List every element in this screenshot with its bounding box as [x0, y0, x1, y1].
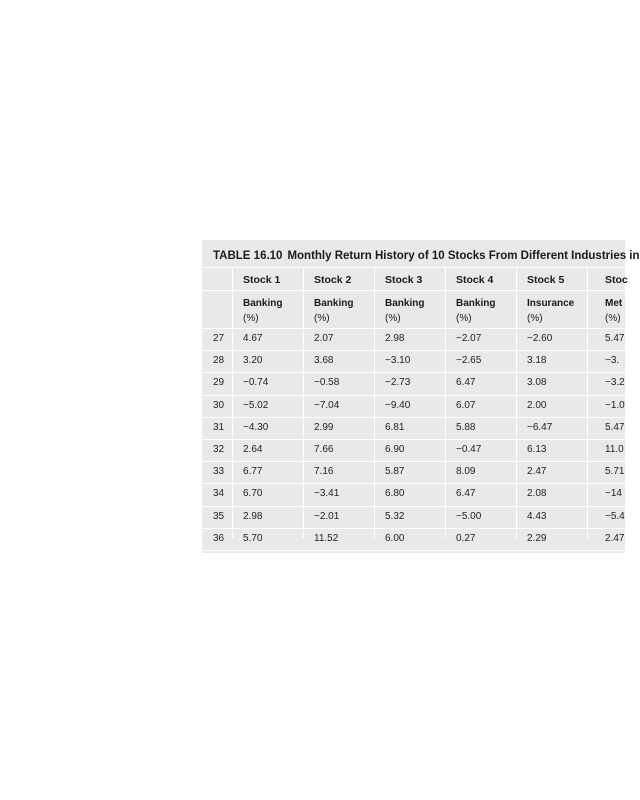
- row-divider: [202, 550, 625, 551]
- return-cell: 7.66: [314, 444, 334, 455]
- return-cell: −3.10: [385, 355, 411, 367]
- column-divider: [445, 267, 446, 538]
- return-cell: 6.47: [456, 488, 476, 500]
- column-header-industry: [243, 296, 282, 326]
- month-cell: 36: [213, 532, 225, 544]
- column-header-industry: [456, 296, 495, 326]
- column-header-industry: [527, 296, 574, 326]
- row-divider: [202, 417, 625, 418]
- return-cell: 2.98: [243, 510, 263, 522]
- unit-label: (%): [385, 313, 401, 324]
- return-cell: 0.27: [456, 532, 476, 544]
- month-cell: 33: [213, 466, 225, 478]
- column-divider: [587, 267, 588, 538]
- return-cell: 5.32: [385, 510, 405, 522]
- return-cell: −5.02: [243, 399, 269, 411]
- row-divider: [202, 395, 625, 396]
- return-cell: 2.00: [527, 399, 547, 411]
- return-cell: −0.58: [314, 377, 340, 389]
- return-cell: 5.47: [605, 421, 625, 433]
- return-cell: 6.90: [385, 444, 405, 455]
- return-cell: −2.07: [456, 333, 482, 344]
- return-cell: 5.71: [605, 466, 625, 478]
- return-cell: −2.01: [314, 510, 340, 522]
- return-cell: −5.00: [456, 510, 482, 522]
- return-history-table: [202, 240, 640, 553]
- return-cell: 6.47: [456, 377, 476, 389]
- row-divider: [202, 372, 625, 373]
- return-cell: 6.13: [527, 444, 547, 455]
- return-cell: 2.07: [314, 333, 334, 344]
- return-cell: 6.70: [243, 488, 263, 500]
- column-header-industry: [314, 296, 353, 326]
- table-number: TABLE 16.10: [213, 250, 283, 262]
- return-cell: −5.4: [605, 510, 625, 522]
- return-cell: −6.47: [527, 421, 553, 433]
- table-title: Monthly Return History of 10 Stocks From Different Industries in: [287, 250, 640, 262]
- month-cell: 30: [213, 399, 225, 411]
- column-header-stock: Stock 5: [527, 274, 565, 286]
- industry-label: Banking: [243, 298, 283, 309]
- return-cell: 6.07: [456, 399, 476, 411]
- unit-label: (%): [605, 313, 621, 324]
- return-cell: 11.52: [314, 532, 339, 544]
- industry-label: Banking: [456, 298, 496, 309]
- return-cell: −0.74: [243, 377, 269, 389]
- column-divider: [516, 267, 517, 538]
- return-cell: −2.65: [456, 355, 482, 367]
- return-cell: 6.80: [385, 488, 405, 500]
- row-divider: [202, 483, 625, 484]
- row-divider: [202, 439, 625, 440]
- return-cell: 2.64: [243, 444, 263, 455]
- return-cell: −2.73: [385, 377, 411, 389]
- return-cell: 3.68: [314, 355, 334, 367]
- month-cell: 29: [213, 377, 225, 389]
- row-divider: [202, 350, 625, 351]
- return-cell: 2.99: [314, 421, 334, 433]
- month-cell: 32: [213, 444, 225, 455]
- return-cell: −3.2: [605, 377, 625, 389]
- return-cell: −1.0: [605, 399, 625, 411]
- industry-label: Banking: [314, 298, 354, 309]
- unit-label: (%): [527, 313, 543, 324]
- return-cell: 5.70: [243, 532, 263, 544]
- return-cell: 2.98: [385, 333, 405, 344]
- column-header-industry: [605, 296, 622, 326]
- month-cell: 34: [213, 488, 225, 500]
- return-cell: 2.47: [605, 532, 625, 544]
- row-divider: [202, 290, 625, 291]
- column-header-stock: Stoc: [605, 274, 628, 286]
- month-cell: 35: [213, 510, 225, 522]
- return-cell: 2.08: [527, 488, 547, 500]
- return-cell: −14: [605, 488, 622, 500]
- column-header-stock: Stock 1: [243, 274, 281, 286]
- column-header-stock: Stock 3: [385, 274, 423, 286]
- month-cell: 27: [213, 333, 225, 344]
- return-cell: 3.08: [527, 377, 547, 389]
- return-cell: 5.47: [605, 333, 625, 344]
- row-divider: [202, 328, 625, 329]
- return-cell: −9.40: [385, 399, 411, 411]
- return-cell: −3.: [605, 355, 620, 367]
- row-divider: [202, 267, 625, 268]
- column-divider: [303, 267, 304, 538]
- column-header-stock: Stock 2: [314, 274, 352, 286]
- return-cell: 2.47: [527, 466, 547, 478]
- table-caption: [213, 250, 640, 262]
- month-cell: 31: [213, 421, 225, 433]
- return-cell: 6.00: [385, 532, 405, 544]
- row-divider: [202, 506, 625, 507]
- return-cell: 3.18: [527, 355, 547, 367]
- column-header-industry: [385, 296, 424, 326]
- return-cell: 11.0: [605, 444, 624, 455]
- return-cell: 5.88: [456, 421, 476, 433]
- row-divider: [202, 528, 625, 529]
- industry-label: Met: [605, 298, 623, 309]
- column-header-stock: Stock 4: [456, 274, 494, 286]
- industry-label: Insurance: [527, 298, 575, 309]
- return-cell: 2.29: [527, 532, 547, 544]
- return-cell: 8.09: [456, 466, 476, 478]
- unit-label: (%): [456, 313, 472, 324]
- return-cell: −7.04: [314, 399, 340, 411]
- unit-label: (%): [314, 313, 330, 324]
- return-cell: 7.16: [314, 466, 334, 478]
- return-cell: −0.47: [456, 444, 482, 455]
- column-divider: [374, 267, 375, 538]
- industry-label: Banking: [385, 298, 425, 309]
- unit-label: (%): [243, 313, 259, 324]
- return-cell: 4.43: [527, 510, 547, 522]
- return-cell: −2.60: [527, 333, 553, 344]
- return-cell: 3.20: [243, 355, 263, 367]
- return-cell: 6.77: [243, 466, 263, 478]
- return-cell: 4.67: [243, 333, 263, 344]
- row-divider: [202, 461, 625, 462]
- return-cell: −4.30: [243, 421, 269, 433]
- return-cell: 5.87: [385, 466, 405, 478]
- return-cell: −3.41: [314, 488, 340, 500]
- return-cell: 6.81: [385, 421, 405, 433]
- month-cell: 28: [213, 355, 225, 367]
- column-divider: [232, 267, 233, 538]
